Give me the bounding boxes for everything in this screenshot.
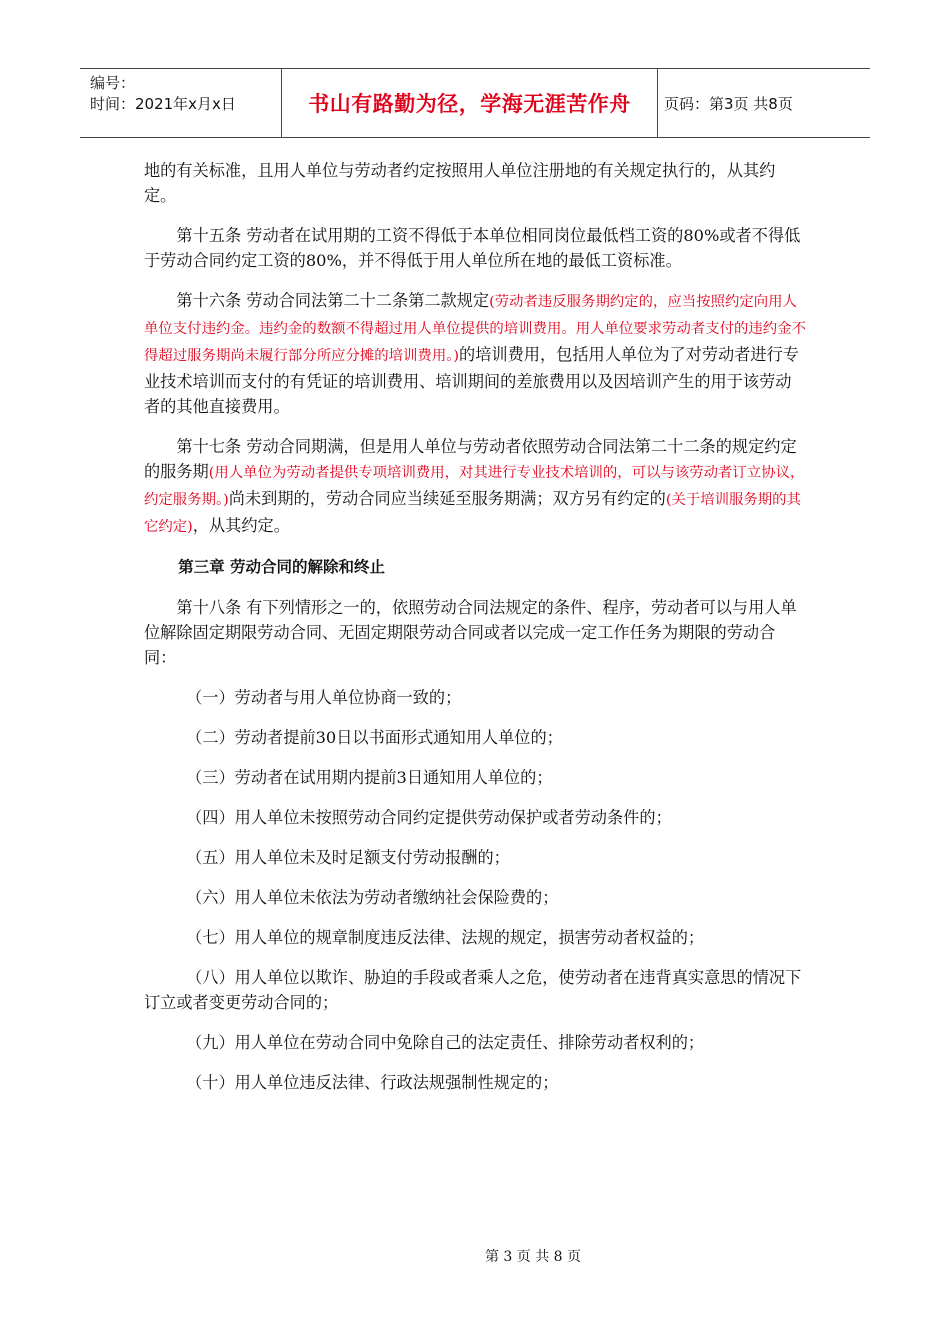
paragraph-continuation: 地的有关标准，且用人单位与劳动者约定按照用人单位注册地的有关规定执行的，从其约定。 [144, 161, 776, 205]
list-item: （十）用人单位违反法律、行政法规强制性规定的； [186, 1073, 559, 1092]
list-item: （八）用人单位以欺诈、胁迫的手段或者乘人之危，使劳动者在违背真实意思的情况下订立或者变更劳动合同的； [144, 968, 802, 1012]
document-body [144, 158, 806, 1095]
article-17-note-1: (用人单位为劳动者提供专项培训费用，对其进行专业技术培训的，可以与该劳动者订立协议，约定服务期。) [144, 465, 805, 508]
list-item: （九）用人单位在劳动合同中免除自己的法定责任、排除劳动者权利的； [186, 1033, 705, 1052]
header-motto: 书山有路勤为径，学海无涯苦作舟 [282, 69, 658, 137]
article-16-text-a: 第十六条 劳动合同法第二十二条第二款规定 [176, 291, 490, 310]
document-number-label: 编号： [90, 74, 136, 92]
list-item: （四）用人单位未按照劳动合同约定提供劳动保护或者劳动条件的； [186, 808, 672, 827]
article-17-text-c: ，从其约定。 [192, 516, 290, 535]
article-17-note-2: (关于培训服务期的其它约定) [144, 492, 801, 535]
article-15: 第十五条 劳动者在试用期的工资不得低于本单位相同岗位最低档工资的80%或者不得低于劳动合同约定工资的80%，并不得低于用人单位所在地的最低工资标准。 [144, 226, 801, 270]
list-item: （三）劳动者在试用期内提前3日通知用人单位的； [186, 768, 553, 787]
header-page-info: 页码：第3页 共8页 [664, 94, 793, 113]
list-item: （五）用人单位未及时足额支付劳动报酬的； [186, 848, 510, 867]
article-18: 第十八条 有下列情形之一的，依照劳动合同法规定的条件、程序，劳动者可以与用人单位解除固定期限劳动合同、无固定期限劳动合同或者以完成一定工作任务为期限的劳动合同： [144, 598, 797, 667]
page-footer [0, 1246, 950, 1266]
list-item: （二）劳动者提前30日以书面形式通知用人单位的； [186, 728, 563, 747]
list-item: （七）用人单位的规章制度违反法律、法规的规定，损害劳动者权益的； [186, 928, 705, 947]
document-date: 时间：2021年x月x日 [90, 95, 236, 113]
list-item: （六）用人单位未依法为劳动者缴纳社会保险费的； [186, 888, 559, 907]
article-16-note: (劳动者违反服务期约定的，应当按照约定向用人单位支付违约金。违约金的数额不得超过用人单位提供的培训费用。用人单位要求劳动者支付的违约金不得超过服务期尚未履行部分所应分摊的培训费用。) [144, 294, 806, 364]
article-17-text-b: 尚未到期的，劳动合同应当续延至服务期满；双方另有约定的 [228, 489, 666, 508]
article-17 [144, 434, 806, 540]
chapter-3-heading: 第三章 劳动合同的解除和终止 [178, 558, 385, 576]
list-item: （一）劳动者与用人单位协商一致的； [186, 688, 462, 707]
article-16-text-b: 的培训费用，包括用人单位为了对劳动者进行专业技术培训而支付的有凭证的培训费用、培训期间的差旅费用以及因培训产生的用于该劳动者的其他直接费用。 [144, 345, 799, 416]
article-17-text-a: 第十七条 劳动合同期满，但是用人单位与劳动者依照劳动合同法第二十二条的规定约定的服务期 [144, 437, 797, 481]
footer-page-number: 第 3 页 共 8 页 [484, 1249, 582, 1265]
header-meta [80, 69, 282, 137]
article-16 [144, 288, 806, 419]
page-header [80, 68, 870, 138]
